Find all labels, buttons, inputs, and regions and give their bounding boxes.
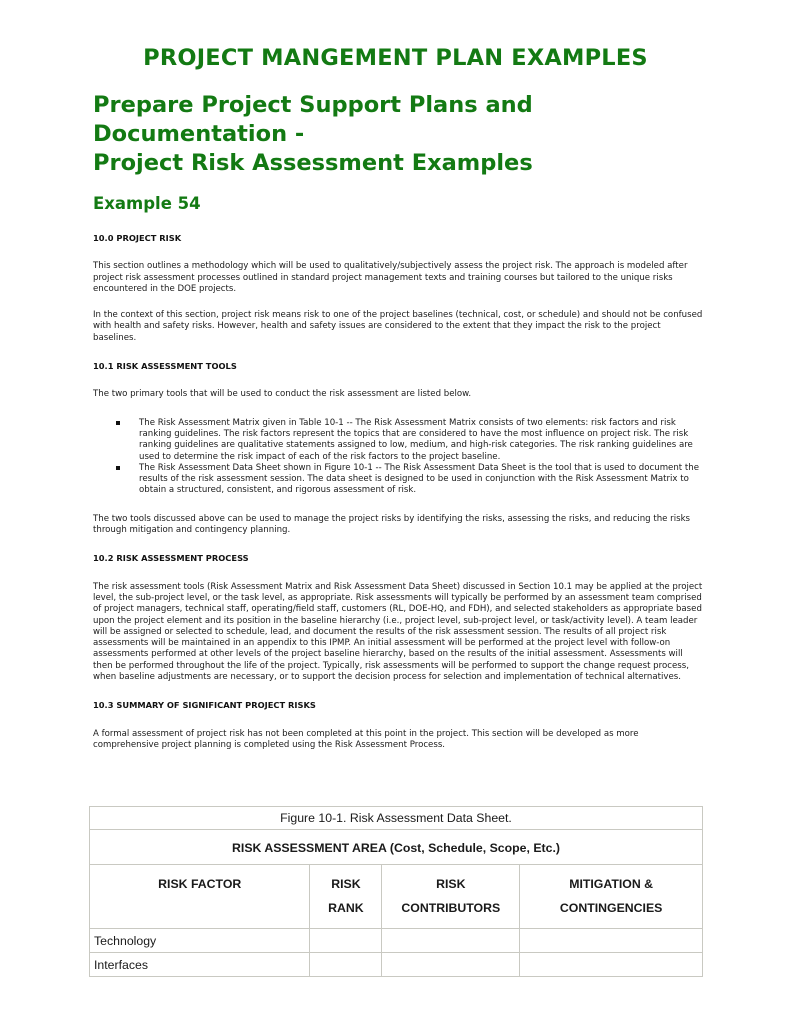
column-header-mitigation-contingencies <box>520 865 703 929</box>
section-10-2 <box>93 553 703 683</box>
paragraph: In the context of this section, project risk means risk to one of the project baselines (technical, cost, or schedule) and should not be confused with health and safety risks. However, health and safety issues are considered to the extent that they impact the risk to the project baselines. <box>93 310 703 343</box>
square-bullet-icon <box>116 421 120 425</box>
example-label: Example 54 <box>93 194 201 213</box>
header-line: CONTRIBUTORS <box>401 901 501 915</box>
header-line: RISK <box>436 877 466 891</box>
paragraph: This section outlines a methodology which will be used to qualitatively/subjectively assess the project risk. The approach is modeled after project risk assessment processes outlined in standard project management texts and training courses but tailored to the unique risks encountered in the DOE projects. <box>93 261 688 294</box>
caption-row <box>90 807 703 830</box>
paragraph: The two primary tools that will be used to conduct the risk assessment are listed below. <box>93 389 472 400</box>
risk-rank-cell <box>310 953 382 977</box>
document-body <box>93 233 703 751</box>
assessment-area-title: RISK ASSESSMENT AREA (Cost, Schedule, Scope, Etc.) <box>90 830 703 865</box>
main-title: PROJECT MANGEMENT PLAN EXAMPLES <box>143 45 648 71</box>
risk-rank-cell <box>310 929 382 953</box>
risk-factor-cell: Technology <box>90 929 310 953</box>
column-header-risk-factor <box>90 865 310 929</box>
column-header-risk-rank <box>310 865 382 929</box>
area-title-row <box>90 830 703 865</box>
header-row <box>90 865 703 929</box>
header-line: RISK FACTOR <box>158 877 242 891</box>
section-heading: 10.2 RISK ASSESSMENT PROCESS <box>93 553 249 564</box>
risk-assessment-data-sheet-table <box>89 806 703 977</box>
risk-factor-cell: Interfaces <box>90 953 310 977</box>
paragraph: The two tools discussed above can be used to manage the project risks by identifying the risks, assessing the risks, and reducing the risks through mitigation and contingency planning. <box>93 513 691 536</box>
section-heading: 10.3 SUMMARY OF SIGNIFICANT PROJECT RISKS <box>93 700 316 711</box>
section-heading: 10.1 RISK ASSESSMENT TOOLS <box>93 361 237 372</box>
tools-bullet-list <box>93 418 703 497</box>
mitigation-cell <box>520 929 703 953</box>
risk-contributors-cell <box>382 953 520 977</box>
header-line: RISK <box>331 877 361 891</box>
list-item <box>114 418 703 463</box>
document-subtitle <box>93 91 733 178</box>
section-10-1 <box>93 361 703 536</box>
header-line: CONTINGENCIES <box>559 901 663 915</box>
section-10-0 <box>93 233 703 344</box>
list-item-text: The Risk Assessment Matrix given in Table 10-1 -- The Risk Assessment Matrix consists of two elements: risk factors and risk ranking guidelines. The risk factors represent the topics that are considered to have the most influence on project risk. The risk ranking guidelines are qualitative statements assigned to low, medium, and high-risk categories. The risk ranking guidelines are used to determine the risk impact of each of the risk factors to the project baseline. <box>139 417 693 462</box>
square-bullet-icon <box>116 466 120 470</box>
header-line: MITIGATION & <box>569 877 654 891</box>
section-heading: 10.0 PROJECT RISK <box>93 233 182 243</box>
table-row <box>90 953 703 977</box>
subtitle-line: Prepare Project Support Plans and <box>93 92 533 118</box>
header-line: RANK <box>328 901 364 915</box>
figure-caption: Figure 10-1. Risk Assessment Data Sheet. <box>90 807 703 830</box>
section-10-3 <box>93 700 703 751</box>
paragraph: The risk assessment tools (Risk Assessment Matrix and Risk Assessment Data Sheet) discussed in Section 10.1 may be applied at the project level, the sub-project level, or the task level, as appropriate. Risk assessments will typically be performed by an assessment team comprised of project managers, technical staff, operating/field staff, customers (RL, DOE-HQ, and FDH), and selected stakeholders as appropriate based upon the project element and its position in the baseline hierarchy (i.e., project level, sub-project level, or task/activity level). A team leader will be assigned or selected to schedule, lead, and document the results of the risk assessment session. The results of all project risk assessments will be maintained in an appendix to this IPMP. An initial assessment will be performed at the project level with follow-on assessments performed at other levels of the project baseline hierarchy, based on the results of the initial assessment. Assessments will then be performed throughout the life of the project. Typically, risk assessments will be performed to support the change request process, when baseline adjustments are necessary, or to support the decision process for selection and implementation of technical alternatives. <box>93 581 703 683</box>
paragraph: A formal assessment of project risk has not been completed at this point in the project. This section will be developed as more comprehensive project planning is completed using the Risk Assessment Process. <box>93 728 639 750</box>
list-item <box>114 463 703 497</box>
mitigation-cell <box>520 953 703 977</box>
table-row <box>90 929 703 953</box>
column-header-risk-contributors <box>382 865 520 929</box>
list-item-text: The Risk Assessment Data Sheet shown in Figure 10-1 -- The Risk Assessment Data Sheet is the tool that is used to document the results of the risk assessment session. The data sheet is designed to be used in conjunction with the Risk Assessment Matrix to obtain a structured, consistent, and rigorous assessment of risk. <box>139 462 699 496</box>
risk-contributors-cell <box>382 929 520 953</box>
subtitle-line: Project Risk Assessment Examples <box>93 150 533 176</box>
subtitle-line: Documentation - <box>93 121 305 147</box>
